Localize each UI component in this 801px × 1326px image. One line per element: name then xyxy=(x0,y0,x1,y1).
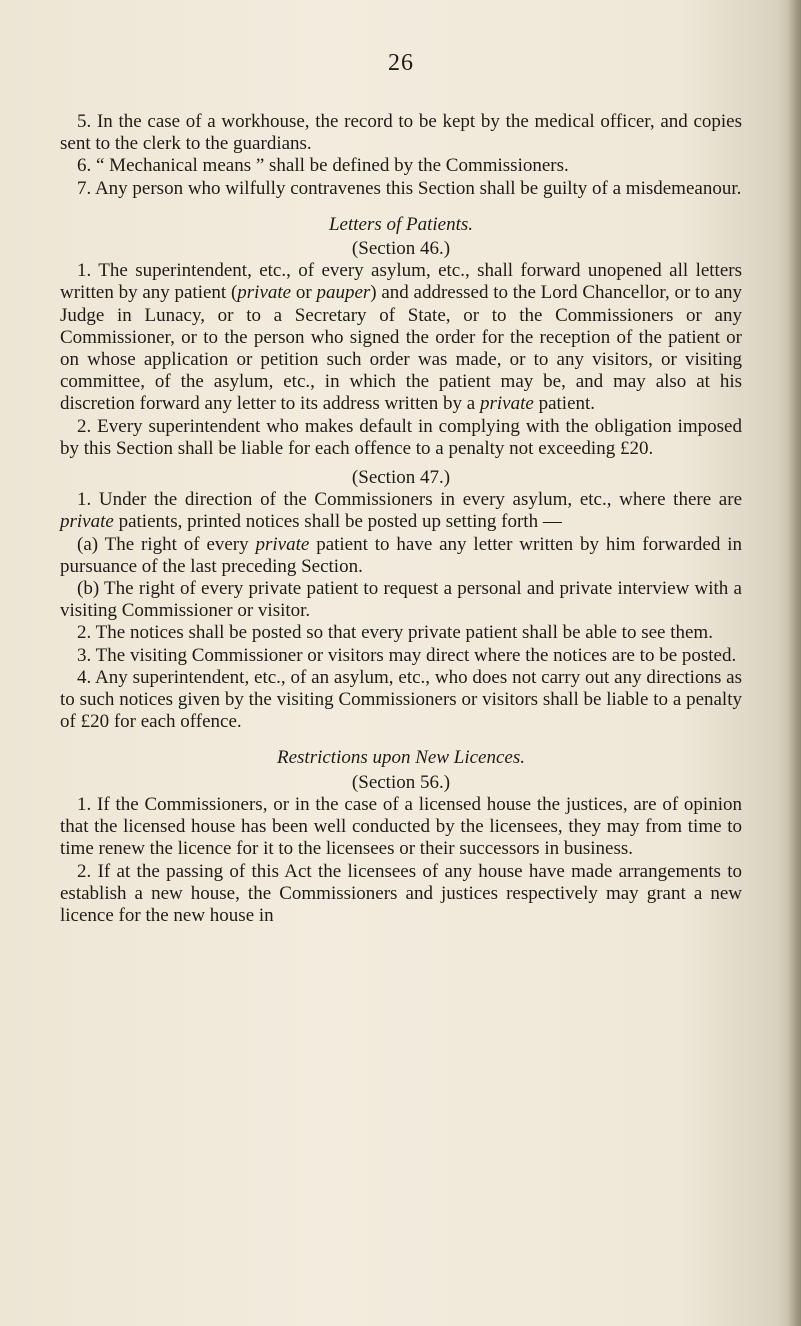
paragraph-6: 6. “ Mechanical means ” shall be defined by the Commissioners. xyxy=(77,155,569,177)
section-47-item-a: (a) The right of every private patient to have any letter written by him forwarded in pursuance of the last preceding Section. xyxy=(60,533,742,577)
page-number: 26 xyxy=(388,50,414,76)
section-47-paragraph-4: 4. Any superintendent, etc., of an asylum, etc., who does not carry out any directions as to such notices given by the visiting Commissioners or visitors shall be liable to a penalty of £20 for each offence. xyxy=(60,666,742,733)
heading-letters-of-patients: Letters of Patients. xyxy=(328,213,474,235)
section-46-label: (Section 46.) xyxy=(351,238,451,260)
page-edge-shadow xyxy=(787,0,801,1326)
paragraph-5: 5. In the case of a workhouse, the record to be kept by the medical officer, and copies sent to the clerk to the guardians. xyxy=(60,111,742,155)
section-47-paragraph-2: 2. The notices shall be posted so that every private patient shall be able to see them. xyxy=(77,622,713,644)
section-47-item-b: (b) The right of every private patient to request a personal and private interview with a visiting Commissioner or visitor. xyxy=(60,578,742,622)
section-47-paragraph-1: 1. Under the direction of the Commissioners in every asylum, etc., where there are private patients, printed notices shall be posted up setting forth — xyxy=(60,489,742,533)
section-47-label: (Section 47.) xyxy=(351,467,451,489)
paragraph-7: 7. Any person who wilfully contravenes this Section shall be guilty of a misdemeanour. xyxy=(77,177,742,199)
heading-restrictions-upon-new-licences: Restrictions upon New Licences. xyxy=(276,747,526,769)
section-46-paragraph-2: 2. Every superintendent who makes default in complying with the obligation imposed by this Section shall be liable for each offence to a penalty not exceeding £20. xyxy=(60,415,742,459)
section-56-paragraph-2: 2. If at the passing of this Act the licensees of any house have made arrangements to establish a new house, the Commissioners and justices respectively may grant a new licence for the new house in xyxy=(60,860,742,926)
section-47-paragraph-3: 3. The visiting Commissioner or visitors may direct where the notices are to be posted. xyxy=(77,644,737,666)
section-56-label: (Section 56.) xyxy=(351,771,451,793)
section-46-paragraph-1: 1. The superintendent, etc., of every asylum, etc., shall forward unopened all letters written by any patient (private or pauper) and addressed to the Lord Chancellor, or to any Judge in Lunacy, or to a Secretary of State, or to the Commissioners or any Commissioner, or to the person who signed the order for the reception of the patient or on whose application or petition such order was made, or to any visitors, or visiting committee, of the asylum, etc., in which the patient may be, and may also at his discretion forward any letter to its address written by a private patient. xyxy=(60,260,742,415)
section-56-paragraph-1: 1. If the Commissioners, or in the case of a licensed house the justices, are of opinion that the licensed house has been well conducted by the licensees, they may from time to time renew the licence for it to the licensees or their successors in business. xyxy=(60,793,742,860)
body-text xyxy=(60,111,742,927)
